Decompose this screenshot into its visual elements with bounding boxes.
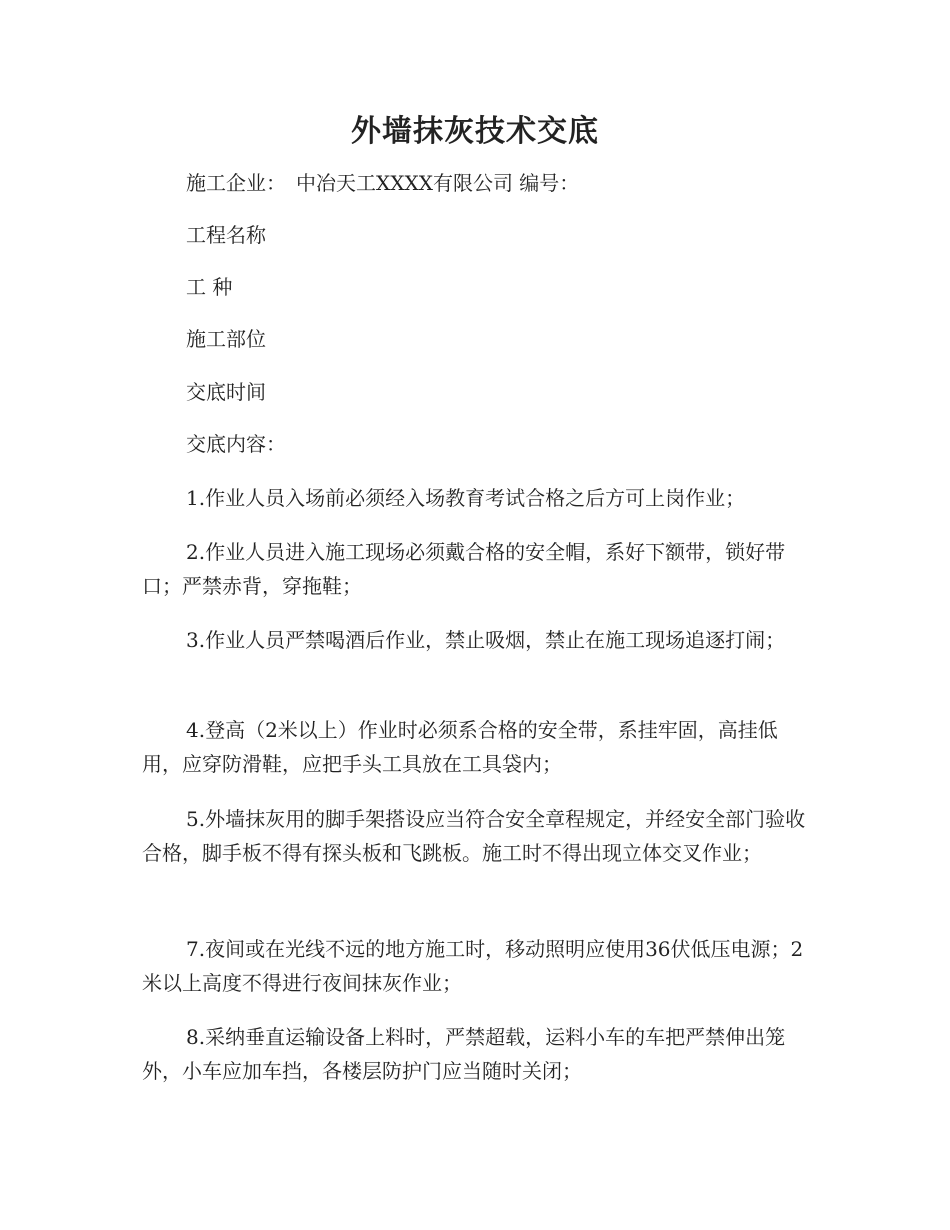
item-2: 2.作业人员进入施工现场必须戴合格的安全帽，系好下额带，锁好带口；严禁赤背，穿拖鞋； — [142, 540, 786, 598]
item-5: 5.外墙抹灰用的脚手架搭设应当符合安全章程规定，并经安全部门验收合格，脚手板不得有探头板和飞跳板。施工时不得出现立体交叉作业； — [142, 807, 806, 865]
item-1: 1.作业人员入场前必须经入场教育考试合格之后方可上岗作业； — [186, 486, 746, 510]
item-3: 3.作业人员严禁喝酒后作业，禁止吸烟，禁止在施工现场追逐打闹； — [186, 628, 786, 652]
construction-company-line: 施工企业： 中冶天工XXXX有限公司 编号： — [186, 171, 580, 195]
project-name-line: 工程名称 — [186, 223, 266, 247]
document-title: 外墙抹灰技术交底 — [351, 114, 599, 149]
briefing-content-line: 交底内容： — [186, 432, 286, 456]
construction-location-line: 施工部位 — [186, 327, 266, 351]
item-4: 4.登高（2米以上）作业时必须系合格的安全带，系挂牢固，高挂低用，应穿防滑鞋，应把手头工具放在工具袋内； — [142, 718, 778, 776]
trade-type-line: 工 种 — [186, 275, 233, 299]
item-8: 8.采纳垂直运输设备上料时，严禁超载，运料小车的车把严禁伸出笼外，小车应加车挡，各楼层防护门应当随时关闭； — [142, 1025, 786, 1083]
briefing-time-line: 交底时间 — [186, 380, 266, 404]
item-7: 7.夜间或在光线不远的地方施工时，移动照明应使用36伏低压电源；2米以上高度不得进行夜间抹灰作业； — [142, 937, 804, 995]
